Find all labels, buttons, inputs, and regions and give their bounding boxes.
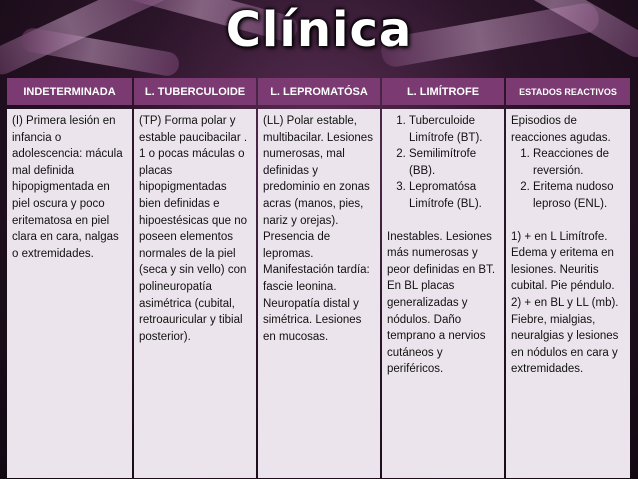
list-item: 1. Reacciones de reversión. <box>533 146 625 179</box>
tuberculoide-text: (TP) Forma polar y estable paucibacilar . 1 o pocas máculas o placas hipopigmentadas bien definidas e hipoestésicas que no poseen elementos normales de la piel (seca y sin vello) con polineuropatía asimétrica (cubital, retroauricular y tibial posterior). <box>139 115 248 343</box>
header-estados-reactivos: ESTADOS REACTIVOS <box>506 78 630 105</box>
cell-limitrofe <box>382 109 504 478</box>
reactivos-text-1: 1) + en L Limítrofe. Edema y eritema en lesiones. Neuritis cubital. Pie péndulo. <box>511 230 615 293</box>
list-item: 1. Tuberculoide Limítrofe (BT). <box>409 113 499 146</box>
cell-lepromatosa <box>258 109 380 478</box>
indeterminada-text: (I) Primera lesión en infancia o adolescencia: mácula mal definida hipopigmentada en piel oscura y poco eritematosa en piel clara en cara, nalgas o extremidades. <box>12 115 123 260</box>
clinical-table <box>7 78 630 476</box>
lepromatosa-text: (LL) Polar estable, multibacilar. Lesiones numerosas, mal definidas y predominio en zonas acras (manos, pies, nariz y orejas). Presencia de lepromas. Manifestación tardía: fascie leonina. Neuropatía distal y simétrica. Lesiones en mucosas. <box>263 115 373 343</box>
list-item: 2. Eritema nudoso leproso (ENL). <box>533 179 625 212</box>
header-indeterminada: INDETERMINADA <box>7 78 132 105</box>
list-item: 2. Semilimítrofe (BB). <box>409 146 499 179</box>
cell-tuberculoide <box>134 109 256 478</box>
reactivos-text-2: 2) + en BL y LL (mb). Fiebre, mialgias, neuralgias y lesiones en nódulos en cara y extremidades. <box>511 296 619 376</box>
limitrofe-text: Inestables. Lesiones más numerosas y peor definidas en BT. En BL placas generalizadas y nódulos. Daño temprano a nervios cutáneos y periféricos. <box>387 230 496 376</box>
reactivos-list <box>511 146 625 212</box>
header-limitrofe: L. LIMÍTROFE <box>382 78 504 105</box>
header-tuberculoide: L. TUBERCULOIDE <box>134 78 256 105</box>
page-title: Clínica <box>225 2 413 58</box>
cell-indeterminada <box>7 109 132 478</box>
header-lepromatosa: L. LEPROMATÓSA <box>258 78 380 105</box>
list-item: 3. Lepromatósa Limítrofe (BL). <box>409 179 499 212</box>
cell-estados-reactivos <box>506 109 630 478</box>
limitrofe-list <box>387 113 499 213</box>
reactivos-intro: Episodios de reacciones agudas. <box>511 115 611 144</box>
